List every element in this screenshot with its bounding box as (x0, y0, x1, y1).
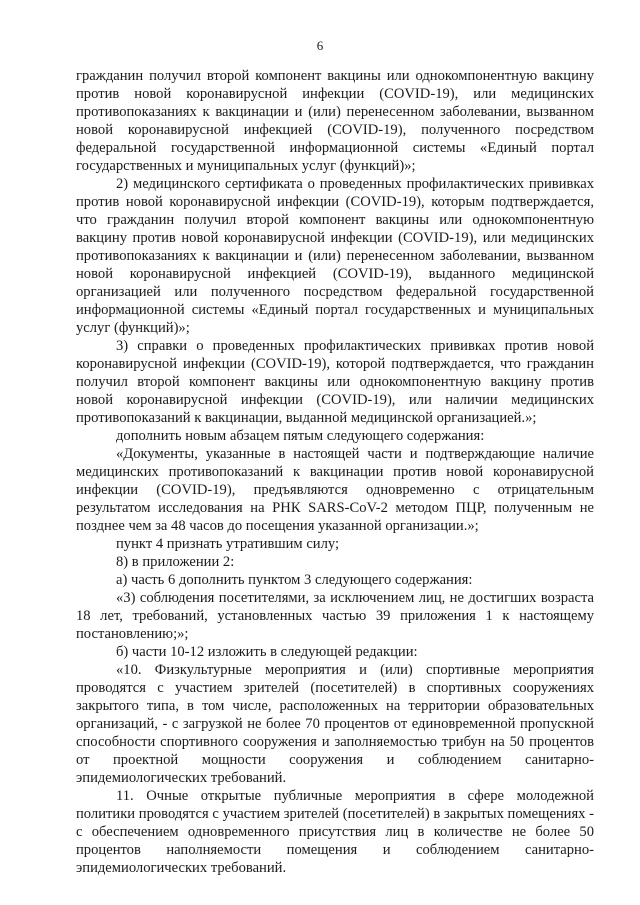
paragraph-item-2: 2) медицинского сертификата о проведенных профилактических прививках против новой коронавирусной инфекции (COVID-19), которым подтверждается, что гражданин получил второй компонент вакцины или однокомпонентную вакцину против новой коронавирусной инфекции (COVID-19), или медицинских противопоказаниях к вакцинации и (или) перенесенном заболевании, вызванном новой коронавирусной инфекцией (COVID-19), выданного медицинской организацией или полученного посредством федеральной государственной информационной системы «Единый портал государственных и муниципальных услуг (функций)»; (76, 176, 594, 336)
paragraph-amend-fifth: дополнить новым абзацем пятым следующего содержания: (116, 428, 485, 444)
paragraph-part-6: а) часть 6 дополнить пунктом 3 следующего содержания: (116, 572, 473, 588)
paragraph-appendix-2: 8) в приложении 2: (116, 554, 235, 570)
paragraph-point-4: пункт 4 признать утратившим силу; (116, 536, 340, 552)
paragraph-point-3-quote: «3) соблюдения посетителями, за исключением лиц, не достигших возраста 18 лет, требований, установленных частью 39 приложения 1 к настоящему постановлению;»; (76, 590, 594, 642)
paragraph-part-11: 11. Очные открытые публичные мероприятия в сфере молодежной политики проводятся с участием зрителей (посетителей) в закрытых помещениях - с обеспечением одновременного присутствия лиц в количестве не более 50 процентов наполняемости помещения и соблюдением санитарно-эпидемиологических требований. (76, 788, 594, 876)
paragraph-documents-quote: «Документы, указанные в настоящей части и подтверждающие наличие медицинских противопоказаний к вакцинации против новой коронавирусной инфекции (COVID-19), предъявляются одновременно с отрицательным результатом исследования на РНК SARS-CoV-2 методом ПЦР, полученным не позднее чем за 48 часов до посещения указанной организации.»; (76, 446, 594, 534)
paragraph-parts-10-12: б) части 10-12 изложить в следующей редакции: (116, 644, 418, 660)
page-number: 6 (316, 38, 324, 53)
paragraph-part-10: «10. Физкультурные мероприятия и (или) спортивные мероприятия проводятся с участием зрителей (посетителей) в спортивных сооружениях закрытого типа, в том числе, расположенных на территории образовательных организаций, - с загрузкой не более 70 процентов от единовременной пропускной способности спортивного сооружения и заполняемостью трибун на 50 процентов от проектной мощности сооружения и соблюдением санитарно-эпидемиологических требований. (76, 662, 594, 786)
paragraph-continuation: гражданин получил второй компонент вакцины или однокомпонентную вакцину против новой коронавирусной инфекции (COVID-19), или медицинских противопоказаниях к вакцинации и (или) перенесенном заболевании, вызванном новой коронавирусной инфекцией (COVID-19), полученного посредством федеральной государственной информационной системы «Единый портал государственных и муниципальных услуг (функций)»; (76, 68, 594, 174)
document-body (76, 67, 594, 877)
paragraph-item-3: 3) справки о проведенных профилактических прививках против новой коронавирусной инфекции (COVID-19), которой подтверждается, что гражданин получил второй компонент вакцины или однокомпонентную вакцину против новой коронавирусной инфекции (COVID-19), или наличии медицинских противопоказаний к вакцинации, выданной медицинской организацией.»; (76, 338, 594, 426)
